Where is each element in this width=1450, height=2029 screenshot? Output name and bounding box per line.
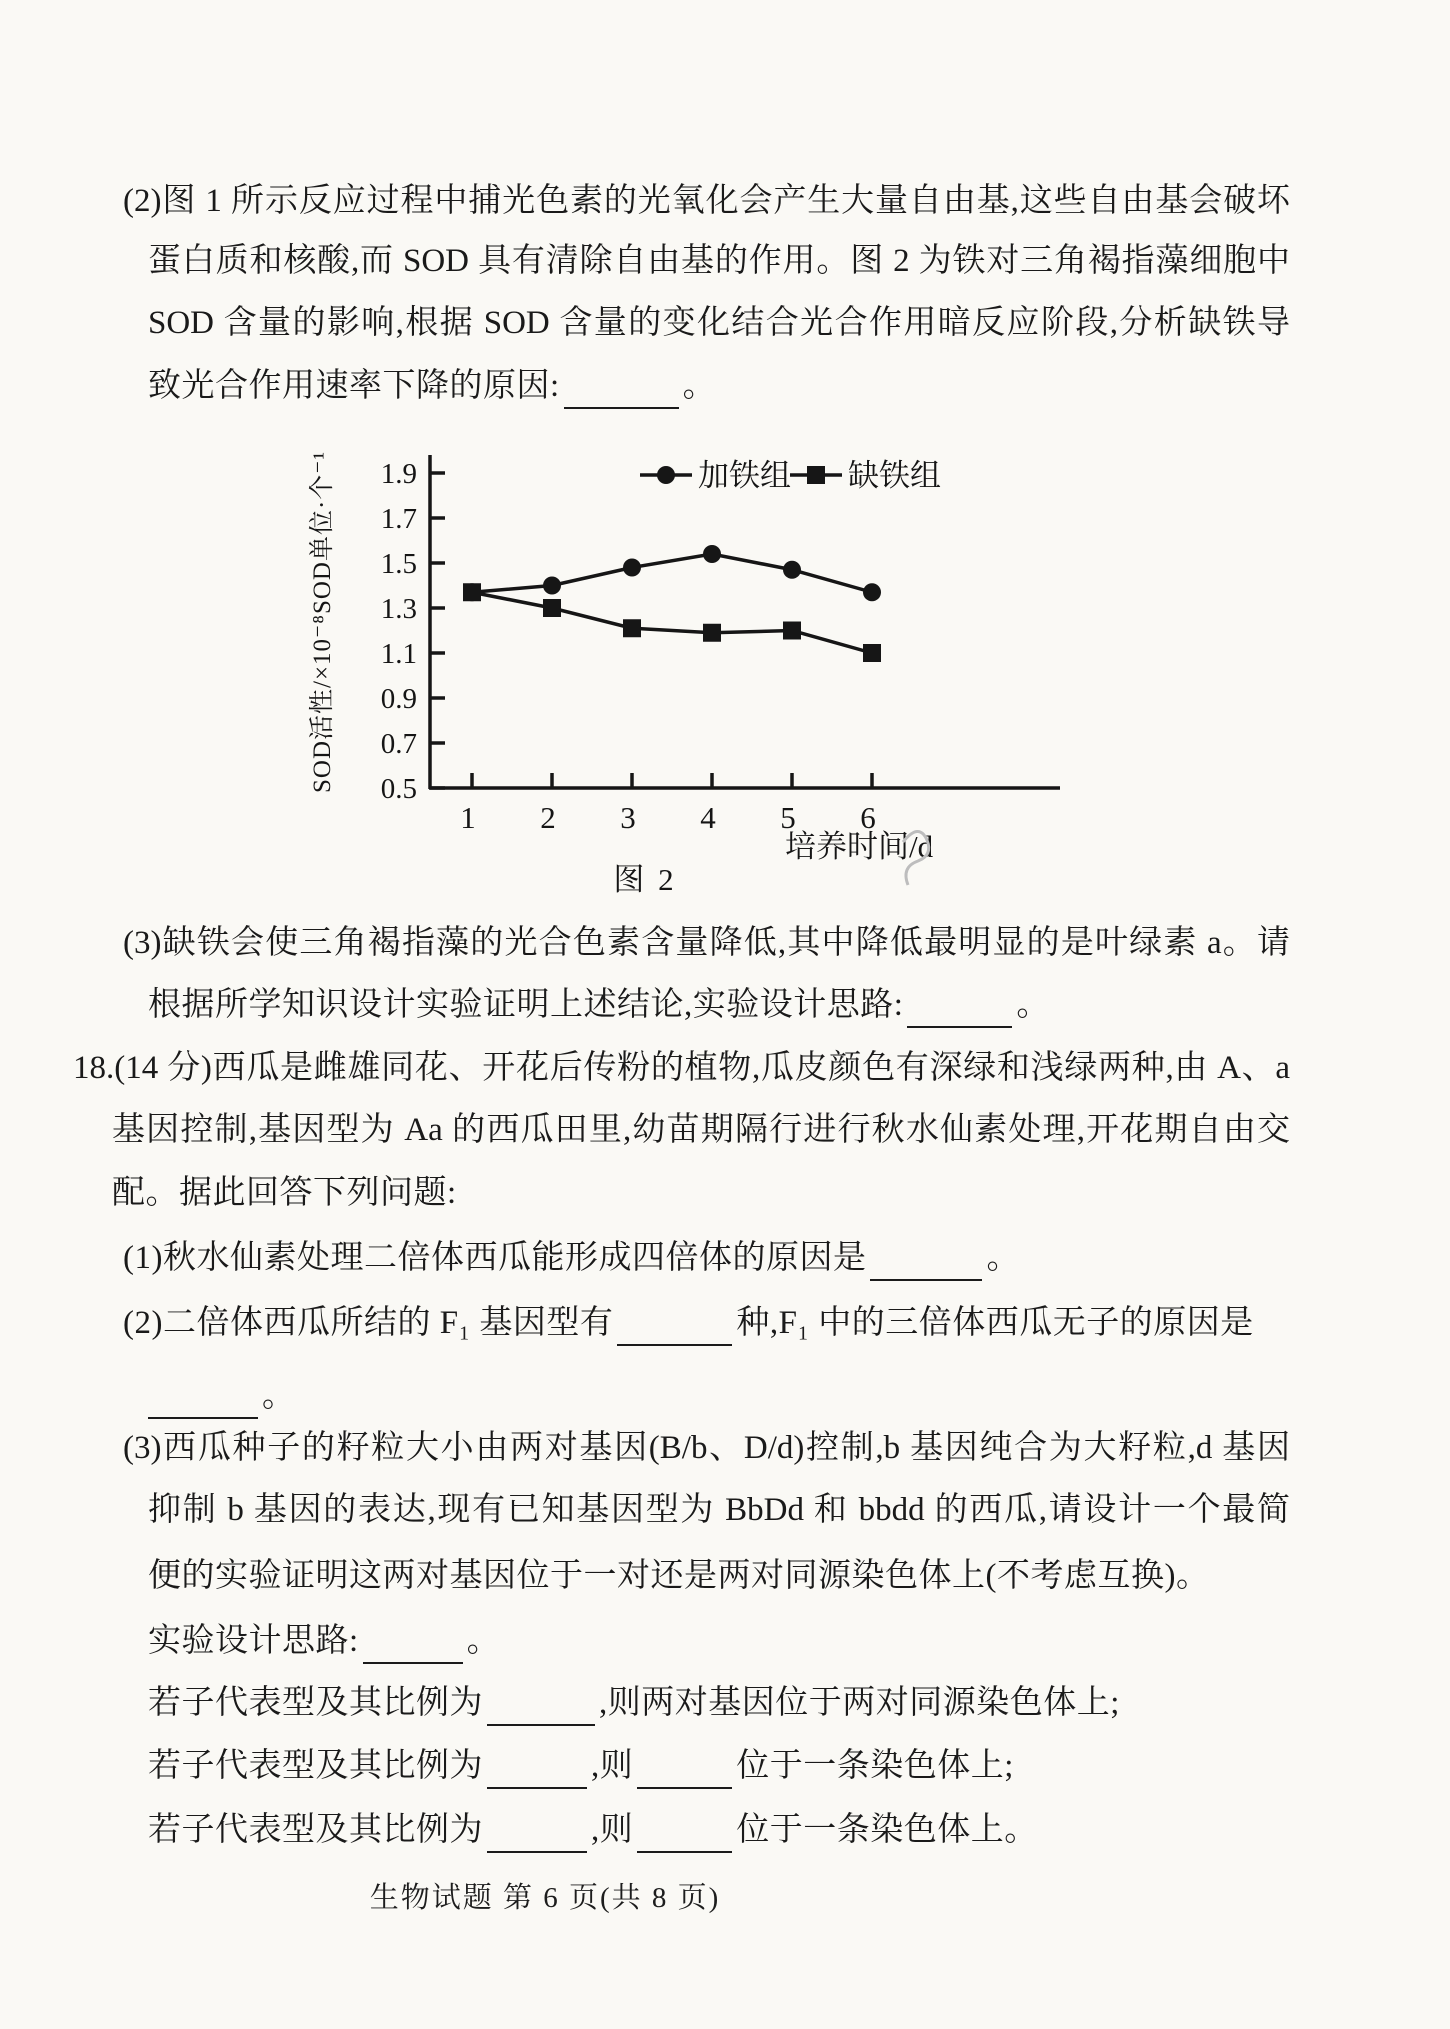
q18-sub1-end: 。 [986, 1240, 1020, 1276]
q18-head1 [73, 1045, 1290, 1091]
answer-blank [617, 1304, 732, 1346]
q17-2-line1-text: 图 1 所示反应过程中捕光色素的光氧化会产生大量自由基,这些自由基会破坏 [161, 183, 1290, 219]
q18-sub1-text: 秋水仙素处理二倍体西瓜能形成四倍体的原因是 [162, 1240, 867, 1276]
svg-text:1.9: 1.9 [380, 458, 417, 490]
q18-result1 [148, 1680, 1120, 1726]
q18-sub1 [123, 1235, 1020, 1281]
svg-text:2: 2 [540, 800, 556, 835]
q18-sub3-line1 [123, 1425, 1290, 1471]
answer-blank [870, 1239, 982, 1281]
svg-text:1.3: 1.3 [380, 593, 417, 625]
q18-r2-prefix: 若子代表型及其比例为 [148, 1748, 483, 1784]
answer-blank [487, 1684, 595, 1726]
svg-text:SOD活性/×10⁻⁸SOD单位·个⁻¹: SOD活性/×10⁻⁸SOD单位·个⁻¹ [309, 451, 336, 793]
q18-r2-mid: ,则 [591, 1748, 634, 1784]
q18-head2 [112, 1107, 1290, 1153]
q17-2-marker: (2) [123, 183, 162, 219]
q18-sub1-marker: (1) [123, 1240, 163, 1276]
svg-text:0.9: 0.9 [380, 683, 417, 715]
q18-head2-text: 基因控制,基因型为 Aa 的西瓜田里,幼苗期隔行进行秋水仙素处理,开花期自由交 [112, 1112, 1290, 1148]
q18-head3 [112, 1170, 457, 1216]
svg-text:1.1: 1.1 [380, 638, 417, 670]
q17-2-line3-text: SOD 含量的影响,根据 SOD 含量的变化结合光合作用暗反应阶段,分析缺铁导 [148, 305, 1290, 341]
q18-number: 18. [73, 1050, 115, 1086]
sod-line-chart [245, 350, 1075, 910]
q18-sub3-line3-text: 便的实验证明这两对基因位于一对还是两对同源染色体上(不考虑互换)。 [148, 1558, 1210, 1594]
svg-text:加铁组: 加铁组 [698, 458, 791, 493]
q18-head3-text: 配。据此回答下列问题: [112, 1175, 457, 1211]
q18-sub3-line2 [148, 1487, 1290, 1533]
q18-sub2-cont-end: 。 [262, 1378, 296, 1414]
q18-sub2-cont [148, 1373, 296, 1419]
q18-r3-suffix: 位于一条染色体上。 [736, 1812, 1038, 1848]
svg-text:0.7: 0.7 [380, 728, 417, 760]
q17-2-line4-end: 。 [682, 368, 717, 404]
answer-blank [907, 986, 1012, 1028]
q17-3-line1 [123, 920, 1290, 966]
q17-3-marker: (3) [123, 925, 162, 961]
q18-r1-suffix: ,则两对基因位于两对同源染色体上; [599, 1685, 1120, 1721]
svg-text:4: 4 [700, 800, 716, 835]
answer-blank [487, 1811, 587, 1853]
svg-text:1.7: 1.7 [380, 503, 417, 535]
q18-sub3-line2-text: 抑制 b 基因的表达,现有已知基因型为 BbDd 和 bbdd 的西瓜,请设计一个最简 [148, 1492, 1290, 1528]
q18-sub2-marker: (2) [123, 1305, 163, 1341]
q18-r1-prefix: 若子代表型及其比例为 [148, 1685, 483, 1721]
q17-2-line2-text: 蛋白质和核酸,而 SOD 具有清除自由基的作用。图 2 为铁对三角褐指藻细胞中 [148, 243, 1290, 279]
svg-text:图 2: 图 2 [613, 862, 677, 897]
q17-2-line4-text: 致光合作用速率下降的原因: [148, 368, 560, 404]
svg-text:1: 1 [460, 800, 476, 835]
q17-2-line1 [123, 178, 1290, 224]
page-footer: 生物试题 第 6 页(共 8 页) [369, 1882, 721, 1914]
answer-blank [637, 1811, 732, 1853]
q17-3-line2-end: 。 [1016, 987, 1050, 1023]
q18-sub3-line1-text: 西瓜种子的籽粒大小由两对基因(B/b、D/d)控制,b 基因纯合为大籽粒,d 基因 [161, 1430, 1290, 1466]
q18-sub3-marker: (3) [123, 1430, 162, 1466]
q17-3-line2-text: 根据所学知识设计实验证明上述结论,实验设计思路: [148, 987, 904, 1023]
q18-design-label: 实验设计思路: [148, 1623, 359, 1659]
q18-head1-text: (14 分)西瓜是雌雄同花、开花后传粉的植物,瓜皮颜色有深绿和浅绿两种,由 A、a [114, 1050, 1290, 1086]
q18-sub2-text1: 二倍体西瓜所结的 F₁ 基因型有 [162, 1305, 614, 1341]
svg-text:6: 6 [860, 800, 876, 835]
svg-text:缺铁组: 缺铁组 [848, 458, 941, 493]
svg-text:1.5: 1.5 [380, 548, 417, 580]
q17-2-line2 [148, 238, 1290, 284]
svg-text:5: 5 [780, 800, 796, 835]
answer-blank [363, 1622, 463, 1664]
q17-3-line1-text: 缺铁会使三角褐指藻的光合色素含量降低,其中降低最明显的是叶绿素 a。请 [161, 925, 1290, 961]
q18-design-line [148, 1618, 500, 1664]
svg-text:0.5: 0.5 [380, 773, 417, 805]
answer-blank [637, 1747, 732, 1789]
svg-text:3: 3 [620, 800, 636, 835]
q18-sub3-line3 [148, 1553, 1209, 1599]
q18-r3-prefix: 若子代表型及其比例为 [148, 1812, 483, 1848]
answer-blank [148, 1377, 258, 1419]
q18-result2 [148, 1743, 1014, 1789]
q18-sub2 [123, 1300, 1254, 1346]
figure-2-chart [245, 350, 1075, 910]
q18-sub2-text2: 种,F₁ 中的三倍体西瓜无子的原因是 [736, 1305, 1254, 1341]
q18-result3 [148, 1807, 1038, 1853]
q18-r3-mid: ,则 [591, 1812, 634, 1848]
q17-3-line2 [148, 982, 1050, 1028]
q18-r2-suffix: 位于一条染色体上; [736, 1748, 1014, 1784]
q18-design-end: 。 [466, 1623, 501, 1659]
answer-blank [487, 1747, 587, 1789]
svg-text:培养时间/d: 培养时间/d [785, 829, 934, 864]
q17-2-line3 [148, 300, 1290, 346]
